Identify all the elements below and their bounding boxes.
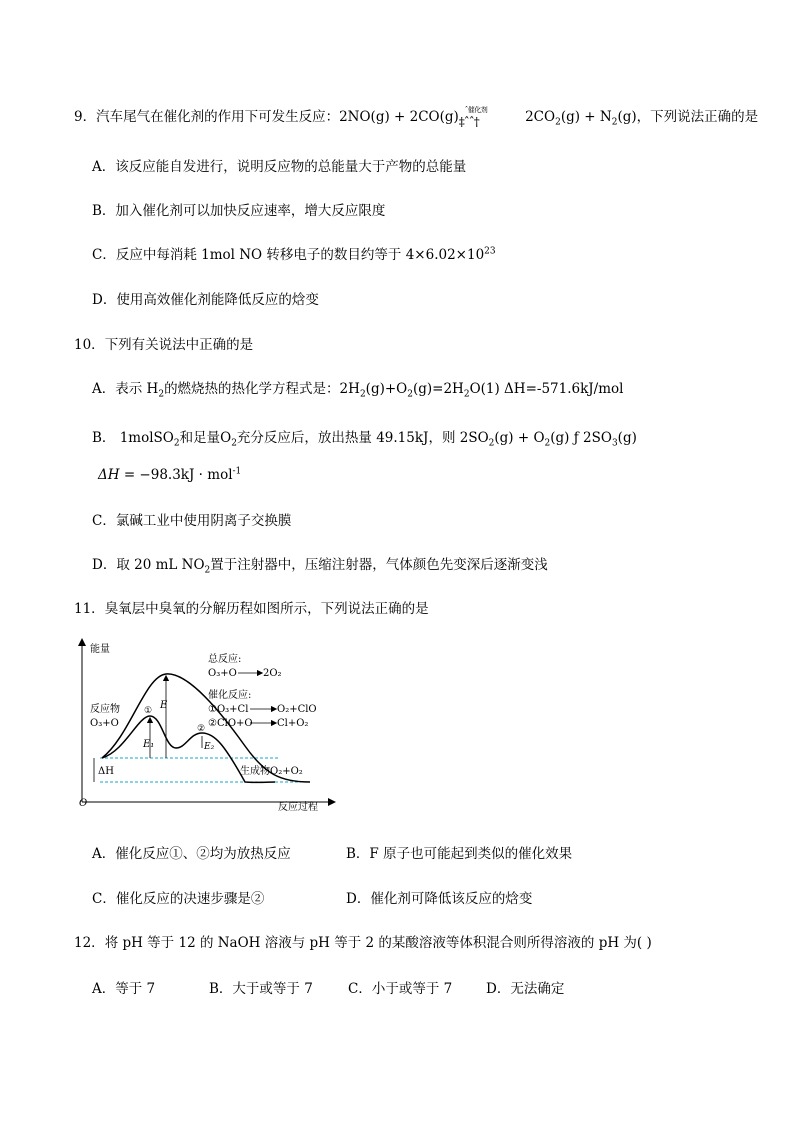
- svg-text:②ClO+O: ②ClO+O: [208, 718, 253, 729]
- q10-number: 10．: [74, 337, 105, 353]
- q11-option-a: A．催化反应①、②均为放热反应: [92, 846, 291, 862]
- dH-label: ΔH: [98, 766, 114, 777]
- origin-label: O: [79, 798, 88, 809]
- svg-text:O₂+ClO: O₂+ClO: [277, 704, 317, 715]
- q10-option-b: B． 1molSO$_2$和足量$O_2$充分反应后，放出热量 49.15kJ，则 $2SO_2(g) + O_2(g)$ ƒ $2SO_3(g)$: [92, 430, 637, 449]
- E2-label: E₂: [204, 742, 215, 752]
- q10-option-c: C．氯碱工业中使用阴离子交换膜: [92, 513, 292, 529]
- q11-option-b: B．F 原子也可能起到类似的催化效果: [346, 846, 573, 862]
- q9-number: 9．: [74, 109, 97, 125]
- q9-option-a: A．该反应能自发进行，说明反应物的总能量大于产物的总能量: [92, 159, 467, 175]
- catalytic-title: 催化反应:: [208, 690, 252, 701]
- svg-text:Cl+O₂: Cl+O₂: [277, 718, 309, 729]
- q9-option-d: D．使用高效催化剂能降低反应的焓变: [92, 292, 319, 308]
- q10-option-d: D．取 20 mL $NO_2$置于注射器中，压缩注射器，气体颜色先变深后逐渐变浅: [92, 557, 548, 576]
- q11-option-c: C．催化反应的决速步骤是②: [92, 891, 265, 907]
- total-title: 总反应:: [208, 654, 242, 665]
- svg-text:①O₃+Cl: ①O₃+Cl: [208, 704, 249, 715]
- E-label: E: [160, 700, 168, 711]
- q12-option-d: D．无法确定: [486, 981, 565, 997]
- mark1: ①: [144, 706, 153, 716]
- q12-stem: 12．将 pH 等于 12 的 NaOH 溶液与 pH 等于 2 的某酸溶液等体积混合则所得溶液的 pH 为( ): [74, 935, 652, 951]
- y-axis-label: 能量: [90, 644, 110, 655]
- reactants-formula: O₃+O: [90, 718, 119, 729]
- x-axis-label: 反应过程: [278, 802, 318, 813]
- products-label: 生成物O₂+O₂: [240, 766, 303, 777]
- q12-option-b: B．大于或等于 7: [209, 981, 313, 997]
- q10-option-a: A．表示 $H_2$的燃烧热的热化学方程式是：$2H_2(g)+O_2(g)=2H_2O(1)$ ΔH=-571.6kJ/mol: [92, 381, 624, 400]
- mark2: ②: [197, 724, 206, 734]
- q12-option-a: A．等于 7: [92, 981, 156, 997]
- q9-stem: 9．汽车尾气在催化剂的作用下可发生反应：2NO(g) + 2CO(g) ˆ催化剂 ‡ˆˆ† $2CO_2(g) + N_2(g)$，下列说法正确的是: [74, 105, 759, 129]
- q11-number: 11．: [74, 601, 105, 617]
- svg-text:O₃+O: O₃+O: [208, 668, 237, 679]
- q11-stem: 11．臭氧层中臭氧的分解历程如图所示，下列说法正确的是: [74, 601, 429, 617]
- equilibrium-arrow-icon: ˆ催化剂 ‡ˆˆ†: [458, 105, 488, 129]
- q11-option-d: D．催化剂可降低该反应的焓变: [346, 891, 533, 907]
- q12-number: 12．: [74, 935, 105, 951]
- energy-profile-diagram: [70, 636, 340, 816]
- q9-option-b: B．加入催化剂可以加快反应速率，增大反应限度: [92, 203, 386, 219]
- q9-option-c: C．反应中每消耗 1mol NO 转移电子的数目约等于 $4\times 6.02\times 10^{23}$: [92, 246, 496, 263]
- svg-text:2O₂: 2O₂: [263, 668, 282, 679]
- E1-label: E₁: [143, 739, 155, 750]
- q12-option-c: C．小于或等于 7: [348, 981, 453, 997]
- q10-option-b-enthalpy: ΔH = −98.3kJ · mol$^{-1}$: [98, 466, 242, 483]
- q10-stem: 10．下列有关说法中正确的是: [74, 337, 254, 353]
- reactants-label: 反应物: [90, 704, 120, 715]
